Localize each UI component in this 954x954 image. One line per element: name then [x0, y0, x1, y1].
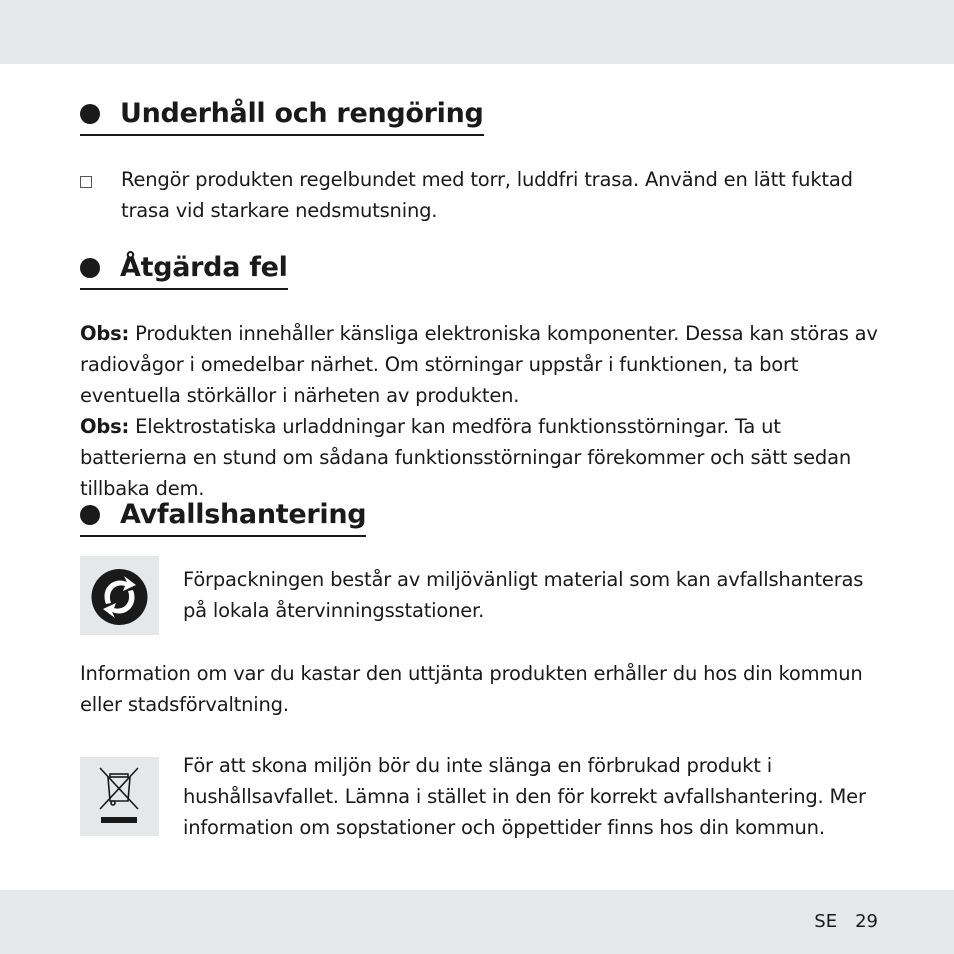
note-text: Produkten innehåller känsliga elektroniska komponenter. Dessa kan störas av radiovågor i omedelbar närhet. Om störningar uppstår i funktionen, ta bort eventuella störkällor i närheten av produkten. — [80, 322, 878, 407]
top-band — [0, 0, 954, 64]
recycle-icon-box — [80, 556, 159, 635]
recycle-icon — [80, 556, 159, 635]
bottom-band — [0, 890, 954, 954]
note-paragraph — [80, 318, 880, 411]
heading-text: Underhåll och rengöring — [120, 98, 484, 129]
heading-text: Avfallshantering — [120, 499, 367, 530]
crossed-bin-icon — [80, 757, 159, 836]
section-heading-troubleshooting — [80, 252, 288, 290]
checkbox-icon — [80, 176, 92, 188]
note-label: Obs: — [80, 415, 130, 438]
section-heading-maintenance — [80, 98, 484, 136]
notes-block — [80, 318, 880, 504]
bullet-icon — [80, 104, 100, 124]
weee-text: För att skona miljön bör du inte slänga en förbrukad produkt i hushållsavfallet. Lämna i stället in den för korrekt avfallshantering. Mer information om sopstationer och öppettider finns hos din kommun. — [183, 754, 866, 839]
weee-icon-box — [80, 757, 159, 836]
note-text: Elektrostatiska urladdningar kan medföra funktionsstörningar. Ta ut batterierna en stund om sådana funktionsstörningar förekommer och sätt sedan tillbaka dem. — [80, 415, 851, 500]
note-label: Obs: — [80, 322, 130, 345]
note-paragraph — [80, 411, 880, 504]
bullet-icon — [80, 258, 100, 278]
heading-text: Åtgärda fel — [120, 252, 288, 283]
language-code: SE — [814, 911, 838, 932]
list-item-text: Rengör produkten regelbundet med torr, luddfri trasa. Använd en lätt fuktad trasa vid starkare nedsmutsning. — [121, 168, 853, 222]
packaging-text: Förpackningen består av miljövänligt material som kan avfallshanteras på lokala återvinningsstationer. — [183, 568, 864, 622]
page-number: 29 — [855, 911, 878, 932]
bullet-icon — [80, 505, 100, 525]
page-footer — [814, 910, 878, 934]
section-heading-disposal — [80, 499, 366, 537]
list-item — [80, 164, 860, 226]
info-text: Information om var du kastar den uttjänta produkten erhåller du hos din kommun eller stadsförvaltning. — [80, 662, 863, 716]
